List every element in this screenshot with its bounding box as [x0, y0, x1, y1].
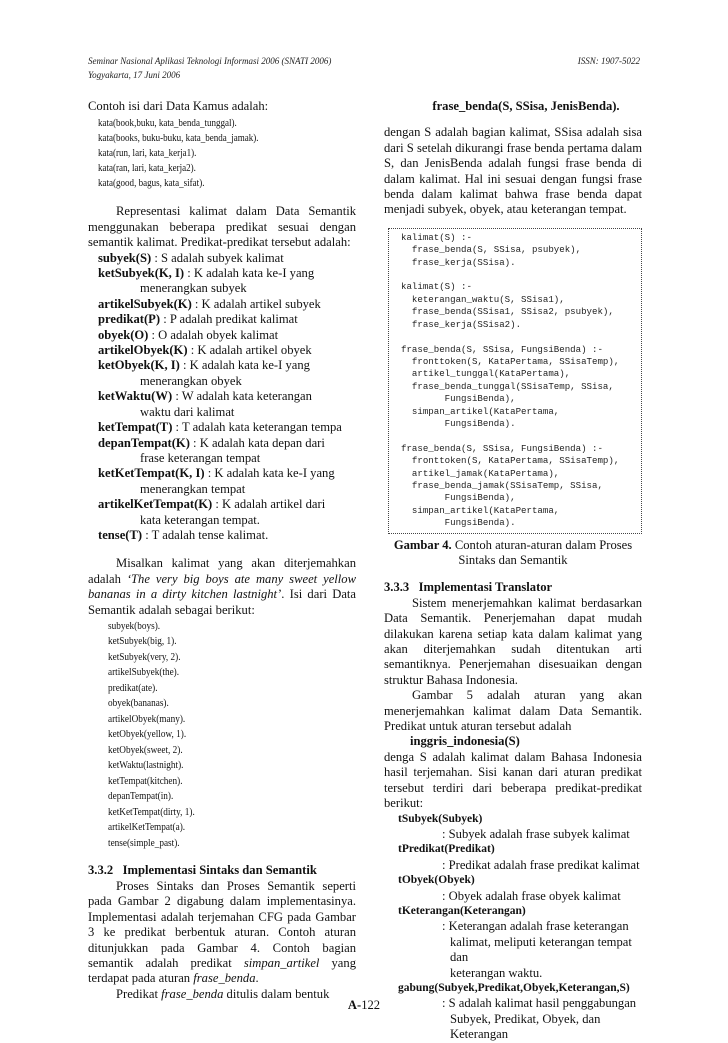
semantic-fact: ketObyek(sweet, 2). [108, 743, 183, 756]
paragraph-text: Proses Sintaks dan Proses Semantik seperti pada Gambar 2 digabung dalam implementasinya. Implementasi adalah terjemahan CFG pada Gambar 3 ke predikat berbentuk aturan. Contoh aturan ditunjukkan pada Gambar 4. Contoh bagian semantik adalah predikat [88, 878, 356, 970]
predicate-desc: : K adalah kata ke-I yang [204, 466, 335, 481]
predicate-desc: : P adalah predikat kalimat [160, 312, 298, 327]
predicate-item [98, 389, 356, 420]
semantic-fact: obyek(bananas). [108, 697, 169, 710]
predicate-reference: frase_benda [161, 986, 224, 1001]
translator-predicate-name: tObyek(Obyek) [398, 874, 475, 887]
semantic-fact: subyek(boys). [108, 619, 161, 632]
predicate-desc: : T adalah kata keterangan tempa [172, 420, 342, 435]
predicate-desc-cont: kata keterangan tempat. [140, 512, 260, 527]
paragraph-text: yang terdapat pada aturan [88, 955, 356, 986]
paragraph-dengan-s: dengan S adalah bagian kalimat, SSisa adalah sisa dari S setelah dikurangi frase benda pertama dalam S, dan JenisBenda adalah fungsi frase benda di dalam kalimat. Hal ini sesuai dengan fungsi frase benda dalam kalimat bahwa frase benda dapat menjadi subyek, obyek, atau keterangan tempat. [384, 125, 642, 217]
translator-predicate-name: gabung(Subyek,Predikat,Obyek,Keterangan,S) [398, 981, 630, 994]
paragraph-text: ditulis dalam bentuk [223, 986, 330, 1001]
predicate-name: artikelSubyek(K) [98, 296, 192, 311]
predicate-name: subyek(S) [98, 250, 152, 265]
predicate-desc-cont: menerangkan tempat [140, 481, 246, 496]
predicate-reference: simpan_artikel [243, 955, 320, 970]
example-sentence: ‘The very big boys ate many sweet yellow bananas in a dirty kitchen lastnight’ [88, 571, 356, 602]
predicate-item [98, 297, 356, 312]
predicate-reference: frase_benda [193, 971, 256, 986]
page-number-value: 122 [361, 998, 381, 1012]
predicate-desc: : O adalah obyek kalimat [148, 327, 279, 342]
paragraph-text: . Isi dari Data Semantik adalah sebagai berikut: [88, 587, 356, 617]
caption-text: Contoh aturan-aturan dalam Proses Sintaks dan Semantik [451, 537, 633, 567]
kamus-example-list [98, 116, 310, 191]
conference-location: Yogyakarta, 17 Juni 2006 [88, 70, 181, 80]
translator-predicate-desc: : S adalah kalimat hasil penggabungan [442, 996, 637, 1011]
translator-predicate-desc: Keterangan [450, 1027, 509, 1042]
predicate-desc: : K adalah artikel dari [212, 497, 326, 512]
paragraph-gambar-5: Gambar 5 adalah aturan yang akan menerjemahkan kalimat dalam Data Semantik. Predikat untuk aturan tersebut adalah [384, 688, 642, 734]
predicate-item [98, 497, 356, 528]
predicate-name: predikat(P) [98, 312, 161, 327]
predicate-name: ketTempat(T) [98, 420, 173, 435]
paragraph-text: Predikat [116, 986, 162, 1001]
rule-head: inggris_indonesia(S) [410, 734, 520, 749]
figure-4-caption [384, 538, 642, 569]
paragraph-misalkan [88, 556, 356, 618]
predicate-item [98, 466, 356, 497]
translator-predicate-desc: : Obyek adalah frase obyek kalimat [442, 888, 621, 903]
section-heading-3-3-3: 3.3.3 Implementasi Translator [384, 580, 553, 595]
translator-predicate [398, 904, 642, 981]
issn: ISSN: 1907-5022 [577, 56, 640, 66]
translator-predicate-desc: : Keterangan adalah frase keterangan [442, 919, 629, 934]
paragraph-denga-s: denga S adalah kalimat dalam Bahasa Indonesia hasil terjemahan. Sisi kanan dari aturan predikat tersebut terdiri dari beberapa predikat-predikat berikut: [384, 749, 642, 811]
kamus-entry: kata(book,buku, kata_benda_tunggal). [98, 117, 237, 130]
predicate-desc: : K adalah kata ke-I yang [184, 266, 315, 281]
kamus-intro: Contoh isi dari Data Kamus adalah: [88, 99, 269, 113]
semantic-fact: artikelKetTempat(a). [108, 821, 186, 834]
predicate-desc-cont: frase keterangan tempat [140, 450, 261, 465]
translator-predicate [398, 873, 642, 904]
translator-predicate-name: tKeterangan(Keterangan) [398, 904, 526, 917]
predicate-item [98, 343, 356, 358]
predicate-item [98, 251, 356, 266]
semantic-fact: depanTempat(in). [108, 790, 174, 803]
predicate-name: depanTempat(K) [98, 435, 190, 450]
left-column [88, 99, 356, 1002]
semantic-fact: ketSubyek(big, 1). [108, 635, 177, 648]
section-heading-3-3-2: 3.3.2 Implementasi Sintaks dan Semantik [88, 863, 317, 878]
predicate-item [98, 420, 356, 435]
frase-benda-signature: frase_benda(S, SSisa, JenisBenda). [432, 99, 620, 113]
predicate-name: artikelKetTempat(K) [98, 497, 213, 512]
predicate-item [98, 266, 356, 297]
paragraph-representasi: Representasi kalimat dalam Data Semantik menggunakan beberapa predikat sesuai dengan semantik kalimat. Predikat-predikat tersebut adalah: [88, 204, 356, 250]
paragraph-text: . [255, 971, 259, 986]
predicate-item [98, 312, 356, 327]
translator-predicate-desc: : Predikat adalah frase predikat kalimat [442, 857, 640, 872]
semantic-fact: artikelObyek(many). [108, 712, 186, 725]
predicate-name: ketSubyek(K, I) [98, 266, 185, 281]
predicate-item [98, 358, 356, 389]
predicate-desc: : K adalah kata ke-I yang [179, 358, 310, 373]
translator-predicate-desc: kalimat, meliputi keterangan tempat dan [450, 934, 632, 965]
predicate-desc-cont: menerangkan obyek [140, 373, 242, 388]
translator-predicate [398, 842, 642, 873]
predicate-desc: : K adalah artikel obyek [187, 343, 312, 358]
predicate-desc: : T adalah tense kalimat. [142, 527, 269, 542]
predicate-desc: : K adalah artikel subyek [191, 296, 321, 311]
paragraph-text: Misalkan kalimat yang akan diterjemahkan adalah [88, 556, 356, 586]
translator-predicate-desc: : Subyek adalah frase subyek kalimat [442, 826, 630, 841]
translator-predicate-desc: Subyek, Predikat, Obyek, dan [450, 1011, 601, 1026]
paragraph-sistem: Sistem menerjemahkan kalimat berdasarkan Data Semantik. Penerjemahan dapat mudah dilakukan karena setiap kata dalam kalimat yang akan diterjemahkan sudah ditentukan arti semantiknya. Penerjemahan disesuaikan dengan struktur Bahasa Indonesia. [384, 595, 642, 687]
predicate-desc-cont: menerangkan subyek [140, 281, 247, 296]
translator-predicate-name: tSubyek(Subyek) [398, 812, 483, 825]
predicate-name: artikelObyek(K) [98, 343, 188, 358]
predicate-name: ketKetTempat(K, I) [98, 466, 205, 481]
predicate-list [88, 251, 356, 544]
semantic-fact: ketTempat(kitchen). [108, 774, 183, 787]
predicate-desc: : S adalah subyek kalimat [151, 250, 284, 265]
predicate-desc: : K adalah kata depan dari [189, 435, 325, 450]
translator-predicate [398, 812, 642, 843]
semantic-fact: artikelSubyek(the). [108, 666, 180, 679]
figure-label: Gambar 4. [393, 537, 452, 552]
kamus-entry: kata(good, bagus, kata_sifat). [98, 177, 205, 190]
predicate-name: obyek(O) [98, 327, 149, 342]
kamus-entry: kata(books, buku-buku, kata_benda_jamak). [98, 132, 259, 145]
kamus-entry: kata(ran, lari, kata_kerja2). [98, 162, 196, 175]
paragraph-sintaks-semantik [88, 879, 356, 987]
predicate-name: tense(T) [98, 527, 143, 542]
kamus-entry: kata(run, lari, kata_kerja1). [98, 147, 197, 160]
semantic-fact: ketObyek(yellow, 1). [108, 728, 187, 741]
figure-4-code: kalimat(S) :- frase_benda(S, SSisa, psubyek), frase_kerja(SSisa). kalimat(S) :- keterangan_waktu(S, SSisa1), frase_benda(SSisa1, SSisa2, psubyek), frase_kerja(SSisa2). frase_benda(S, SSisa, FungsiBenda) :- fronttoken(S, KataPertama, SSisaTemp), artikel_tunggal(KataPertama), frase_benda_tunggal(SSisaTemp, SSisa, FungsiBenda), simpan_artikel(KataPertama, FungsiBenda). frase_benda(S, SSisa, FungsiBenda) :- fronttoken(S, KataPertama, SSisaTemp), artikel_jamak(KataPertama), frase_benda_jamak(SSisaTemp, SSisa, FungsiBenda), simpan_artikel(KataPertama, FungsiBenda). [388, 228, 642, 534]
right-column [384, 99, 642, 1043]
translator-predicate-name: tPredikat(Predikat) [398, 843, 495, 856]
semantic-fact: predikat(ate). [108, 681, 158, 694]
predicate-name: ketObyek(K, I) [98, 358, 180, 373]
semantic-fact: ketWaktu(lastnight). [108, 759, 184, 772]
predicate-name: ketWaktu(W) [98, 389, 173, 404]
predicate-item [98, 528, 356, 543]
predicate-desc: : W adalah kata keterangan [172, 389, 312, 404]
semantic-fact: tense(simple_past). [108, 836, 180, 849]
predicate-item [98, 328, 356, 343]
page-number [0, 998, 728, 1013]
conference-name: Seminar Nasional Aplikasi Teknologi Informasi 2006 (SNATI 2006) [88, 56, 332, 66]
predicate-item [98, 436, 356, 467]
semantic-fact: ketSubyek(very, 2). [108, 650, 181, 663]
semantic-data-list [108, 619, 316, 852]
predicate-desc-cont: waktu dari kalimat [140, 404, 235, 419]
semantic-fact: ketKetTempat(dirty, 1). [108, 805, 195, 818]
page-prefix: A- [347, 998, 362, 1012]
translator-predicate-desc: keterangan waktu. [450, 965, 543, 980]
